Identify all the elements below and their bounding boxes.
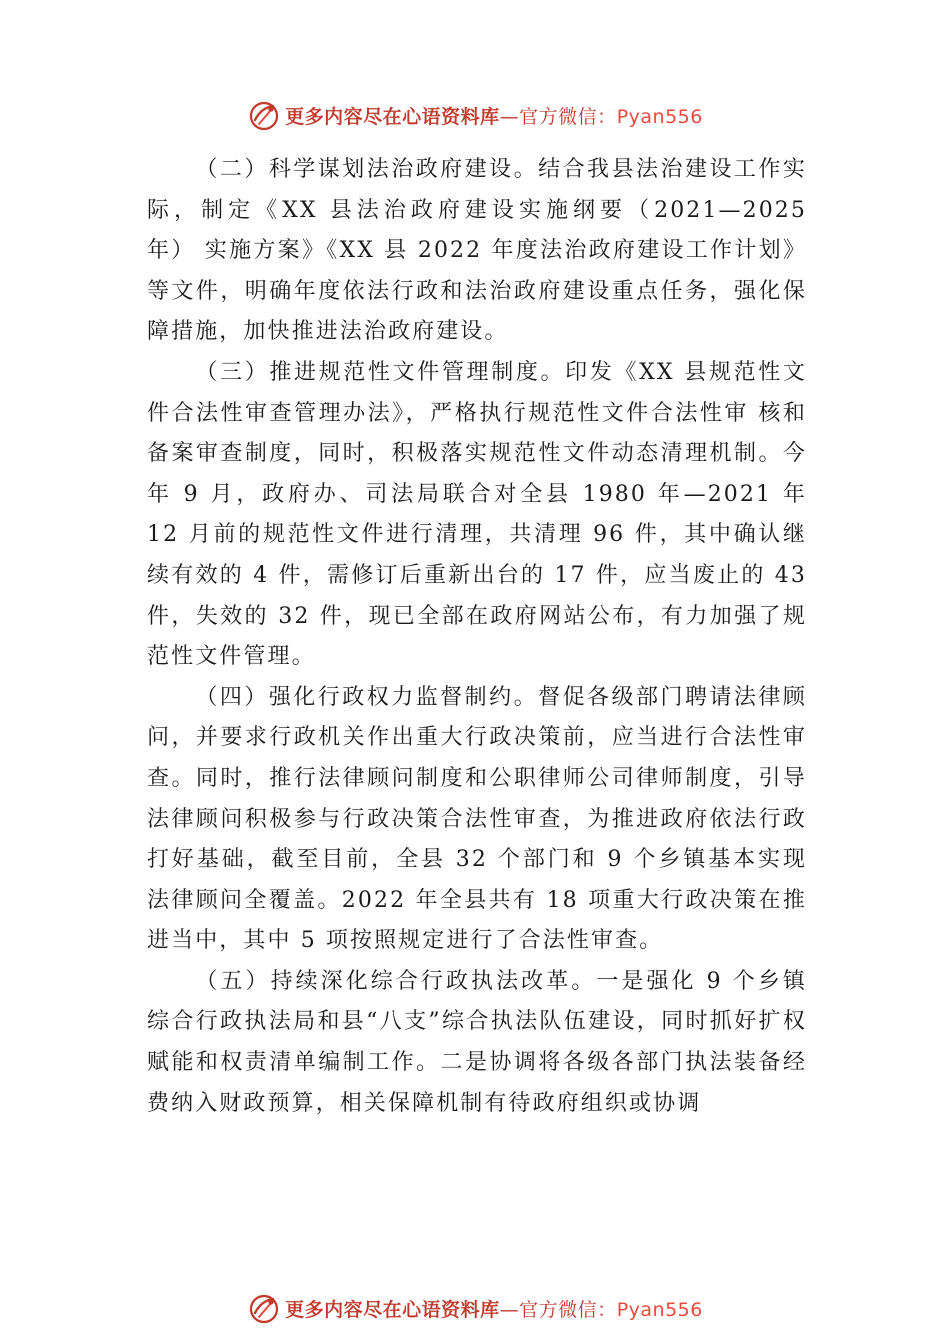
paragraph-5: （五）持续深化综合行政执法改革。一是强化 9 个乡镇综合行政执法局和县“八支”综合执法队伍建设，同时抓好扩权赋能和权责清单编制工作。二是协调将各级各部门执法装备经费纳入财政预算，相关保障机制有待政府组织或协调: [147, 968, 807, 1116]
wechat-label: 官方微信：: [519, 105, 617, 128]
paragraph-3: （三）推进规范性文件管理制度。印发《XX 县规范性文件合法性审查管理办法》，严格执行规范性文件合法性审 核和备案审查制度，同时，积极落实规范性文件动态清理机制。今年 9 月，政府办、司法局联合对全县 1980 年—2021 年 12 月前的规范性文件进行清理，共清理 96 件，其中确认继续有效的 4 件，需修订后重新出台的 17 件，应当废止的 43 件，失效的 32 件，现已全部在政府网站公布，有力加强了规范性文件管理。: [147, 359, 807, 670]
separator: —: [499, 1298, 520, 1321]
library-name: 更多内容尽在心语资料库: [285, 105, 500, 128]
paragraph-2: （二）科学谋划法治政府建设。结合我县法治建设工作实际，制定《XX 县法治政府建设实施纲要（2021—2025 年） 实施方案》《XX 县 2022 年度法治政府建设工作计划》等文件，明确年度依法行政和法治政府建设重点任务，强化保障措施，加快推进法治政府建设。: [147, 157, 807, 345]
separator: —: [499, 105, 520, 128]
wechat-id: Pyan556: [616, 105, 703, 128]
library-name: 更多内容尽在心语资料库: [285, 1298, 500, 1321]
header-watermark: [0, 95, 950, 135]
wechat-label: 官方微信：: [519, 1298, 617, 1321]
wechat-id: Pyan556: [616, 1298, 703, 1321]
document-body: [147, 150, 807, 1124]
footer-watermark: [0, 1288, 950, 1328]
logo-icon: [247, 1291, 281, 1325]
paragraph-4: （四）强化行政权力监督制约。督促各级部门聘请法律顾问，并要求行政机关作出重大行政决策前，应当进行合法性审查。同时，推行法律顾问制度和公职律师公司律师制度，引导法律顾问积极参与行政决策合法性审查，为推进政府依法行政打好基础，截至目前，全县 32 个部门和 9 个乡镇基本实现法律顾问全覆盖。2022 年全县共有 18 项重大行政决策在推进当中，其中 5 项按照规定进行了合法性审查。: [147, 684, 807, 954]
logo-icon: [247, 98, 281, 132]
